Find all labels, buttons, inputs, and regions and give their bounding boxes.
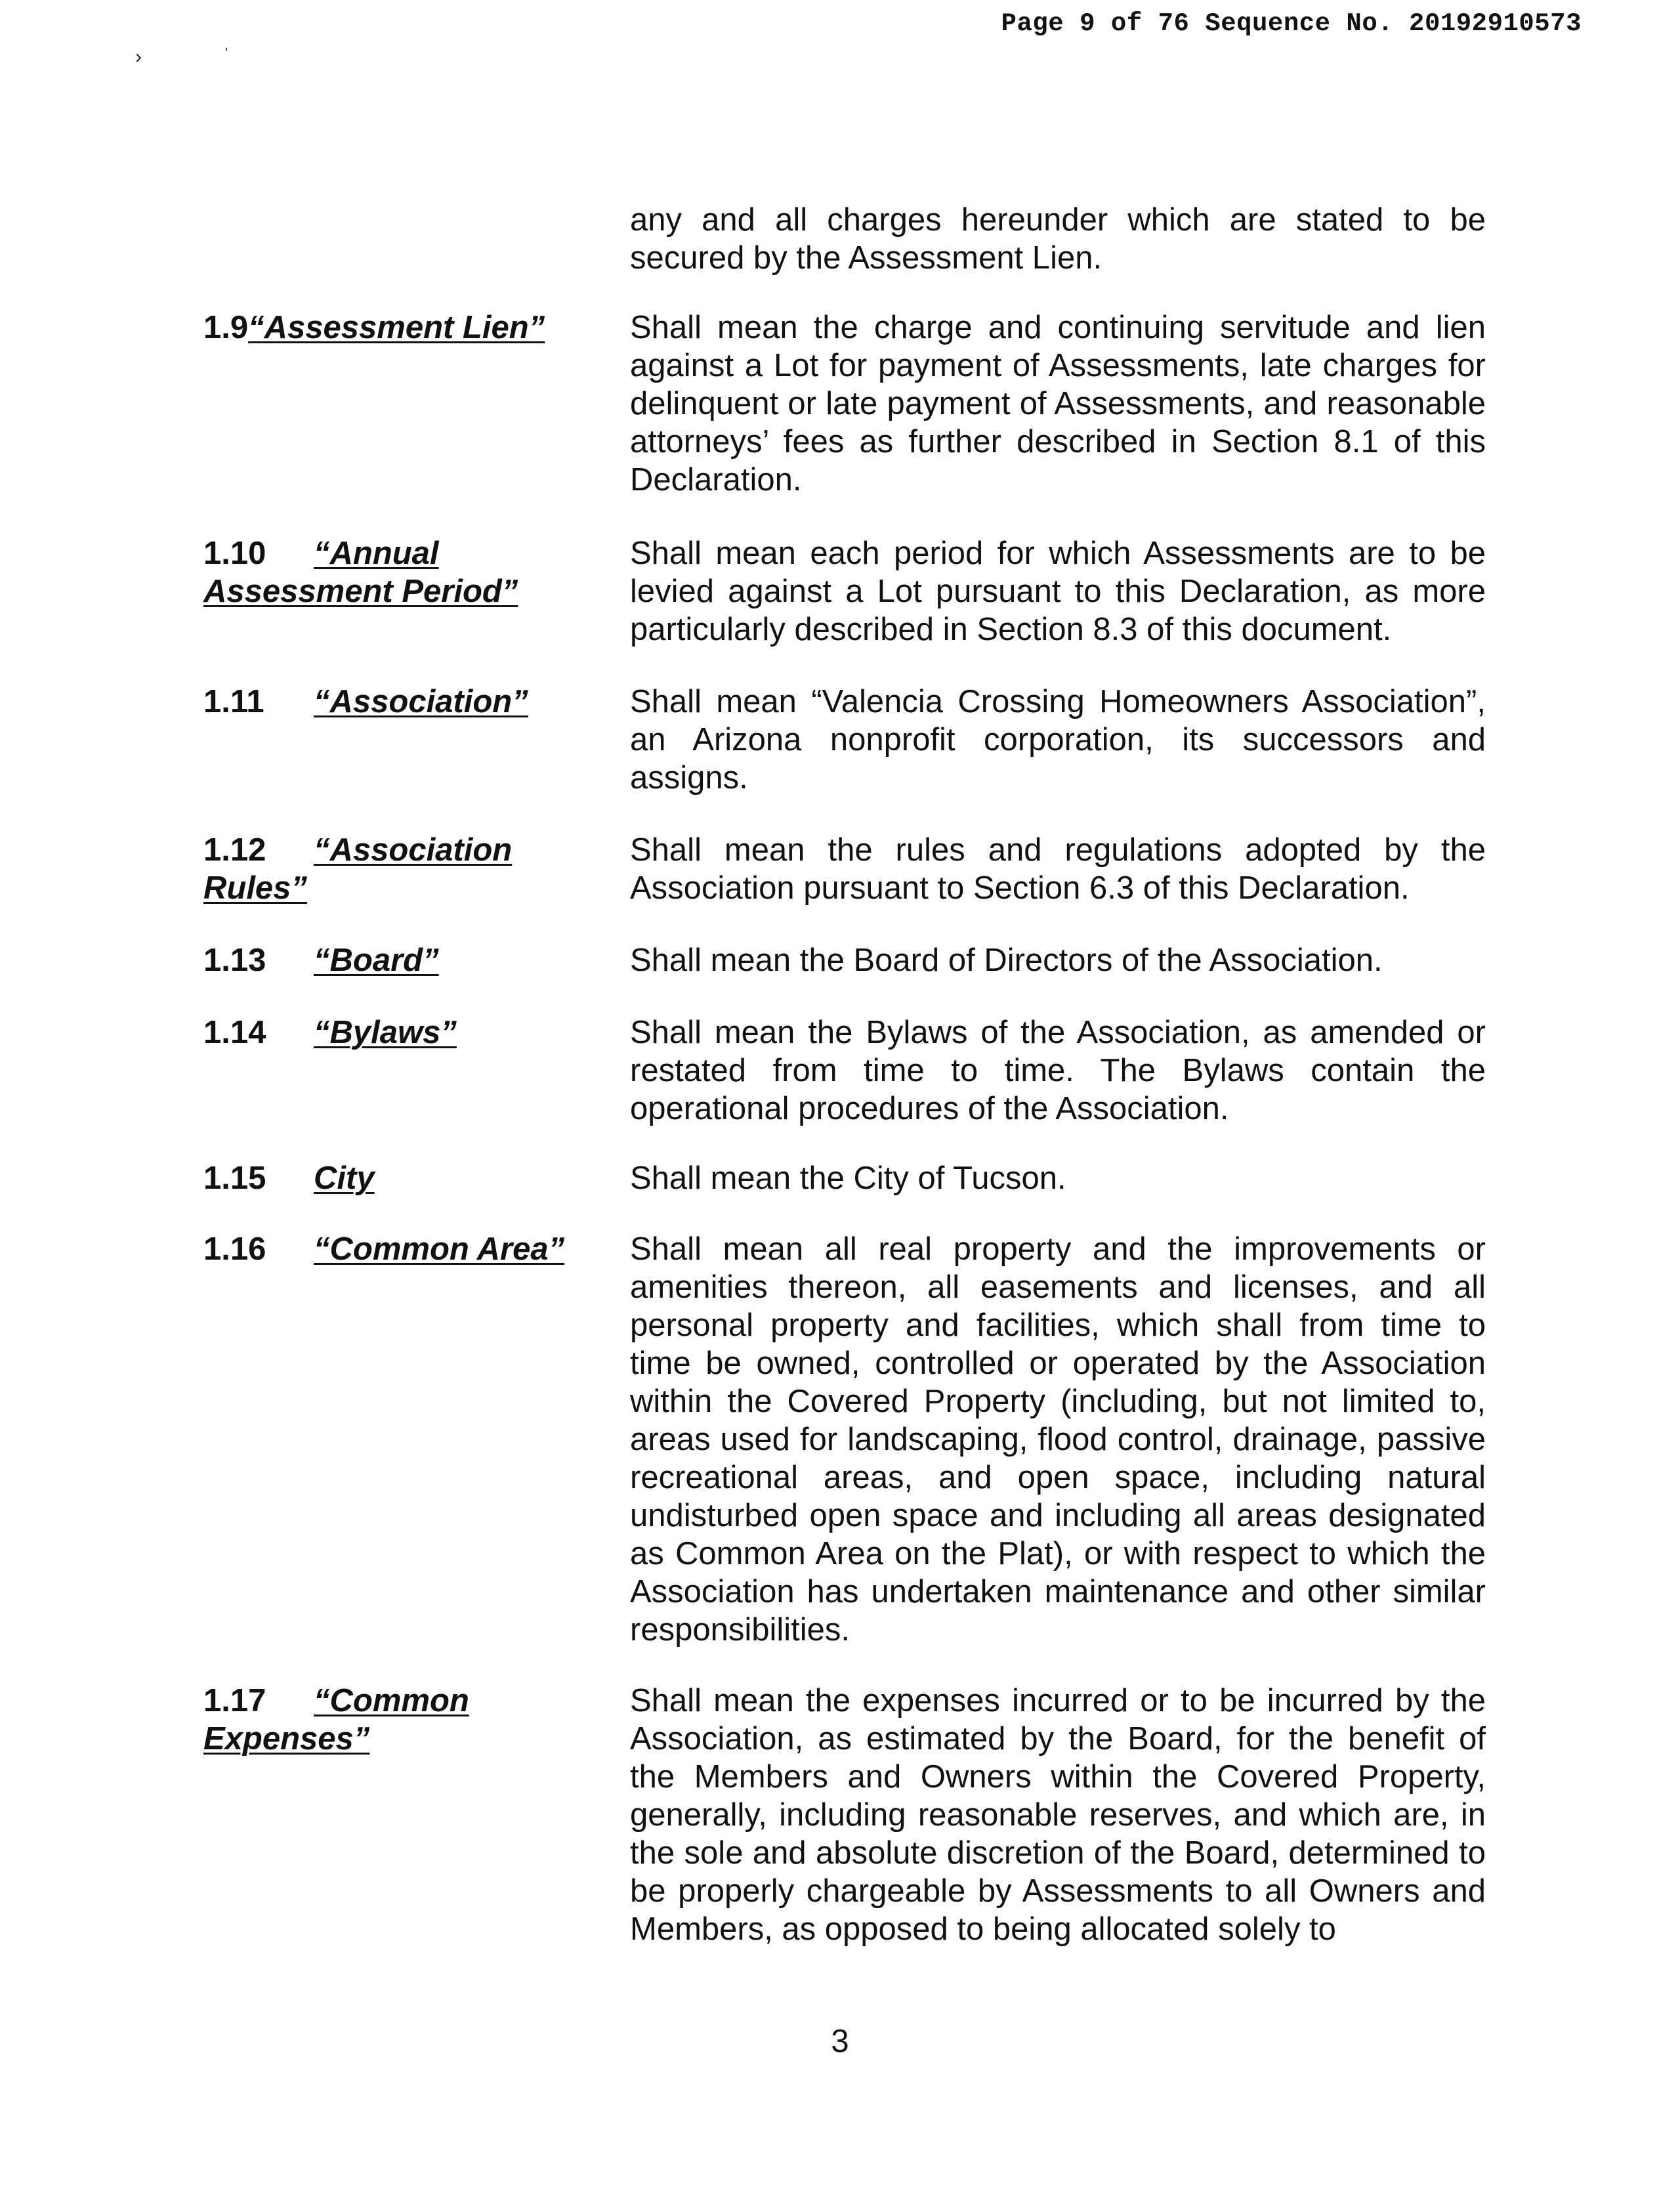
definition-label: “Annual Assessment Period” — [203, 536, 518, 609]
continuation-paragraph: any and all charges hereunder which are stated to be secured by the Assessment Lien. — [630, 202, 1486, 276]
definition-number: 1.9 — [203, 310, 249, 345]
definition-term — [203, 1682, 584, 1758]
definition-term — [203, 1159, 584, 1197]
definition-number: 1.11 — [203, 684, 264, 719]
definition-label: City — [314, 1161, 375, 1196]
definition-term — [203, 309, 584, 347]
definition-number: 1.10 — [203, 536, 266, 571]
definition-number: 1.17 — [203, 1683, 266, 1718]
definition-term — [203, 831, 584, 907]
definition-text: Shall mean the rules and regulations adopted by the Association pursuant to Section 6.3 of this Declaration. — [630, 832, 1486, 906]
definition-term — [203, 683, 584, 721]
definition-term — [203, 1013, 584, 1052]
definition-label: “Association” — [314, 684, 528, 719]
definition-number: 1.15 — [203, 1161, 266, 1196]
definition-label: “Association Rules” — [203, 832, 513, 906]
definition-label: “Common Expenses” — [203, 1683, 469, 1757]
definition-term — [203, 1230, 584, 1268]
scan-mark-right: ˈ — [223, 45, 230, 66]
definition-text: Shall mean all real property and the improvements or amenities thereon, all easements and licenses, and all personal property and facilities, which shall from time to time be owned, controlled or operated by the Association within the Covered Property (including, but not limited to, areas used for landscaping, flood control, drainage, passive recreational areas, and open space, including natural undisturbed open space and including all areas designated as Common Area on the Plat), or with respect to which the Association has undertaken maintenance and other similar responsibilities. — [630, 1231, 1486, 1648]
recording-stamp: Page 9 of 76 Sequence No. 20192910573 — [1001, 9, 1582, 38]
definition-text: Shall mean the expenses incurred or to be incurred by the Association, as estimated by the Board, for the benefit of the Members and Owners within the Covered Property, generally, including reasonable reserves, and which are, in the sole and absolute discretion of the Board, determined to be properly chargeable by Assessments to all Owners and Members, as opposed to being allocated solely to — [630, 1683, 1486, 1947]
definition-text: Shall mean the Board of Directors of the Association. — [630, 943, 1383, 978]
definition-term — [203, 534, 584, 610]
definition-number: 1.13 — [203, 943, 266, 978]
definition-text: Shall mean the City of Tucson. — [630, 1161, 1066, 1196]
definition-label: “Common Area” — [314, 1231, 565, 1267]
definition-text: Shall mean the Bylaws of the Association, as amended or restated from time to time. The Bylaws contain the operational procedures of the Association. — [630, 1015, 1486, 1126]
definition-text: Shall mean the charge and continuing servitude and lien against a Lot for payment of Assessments, late charges for delinquent or late payment of Assessments, and reasonable attorneys’ fees as further described in Section 8.1 of this Declaration. — [630, 310, 1486, 498]
definition-number: 1.16 — [203, 1231, 266, 1267]
scan-mark-left: › — [135, 46, 142, 68]
definition-text: Shall mean each period for which Assessments are to be levied against a Lot pursuant to this Declaration, as more particularly described in Section 8.3 of this document. — [630, 536, 1486, 647]
definition-label: “Assessment Lien” — [248, 310, 545, 345]
definition-label: “Board” — [314, 943, 439, 978]
definition-number: 1.12 — [203, 832, 266, 868]
definition-text: Shall mean “Valencia Crossing Homeowners Association”, an Arizona nonprofit corporation, its successors and assigns. — [630, 684, 1486, 796]
page-number: 3 — [831, 2024, 849, 2059]
definition-number: 1.14 — [203, 1015, 266, 1050]
definition-term — [203, 941, 584, 979]
definition-label: “Bylaws” — [314, 1015, 457, 1050]
